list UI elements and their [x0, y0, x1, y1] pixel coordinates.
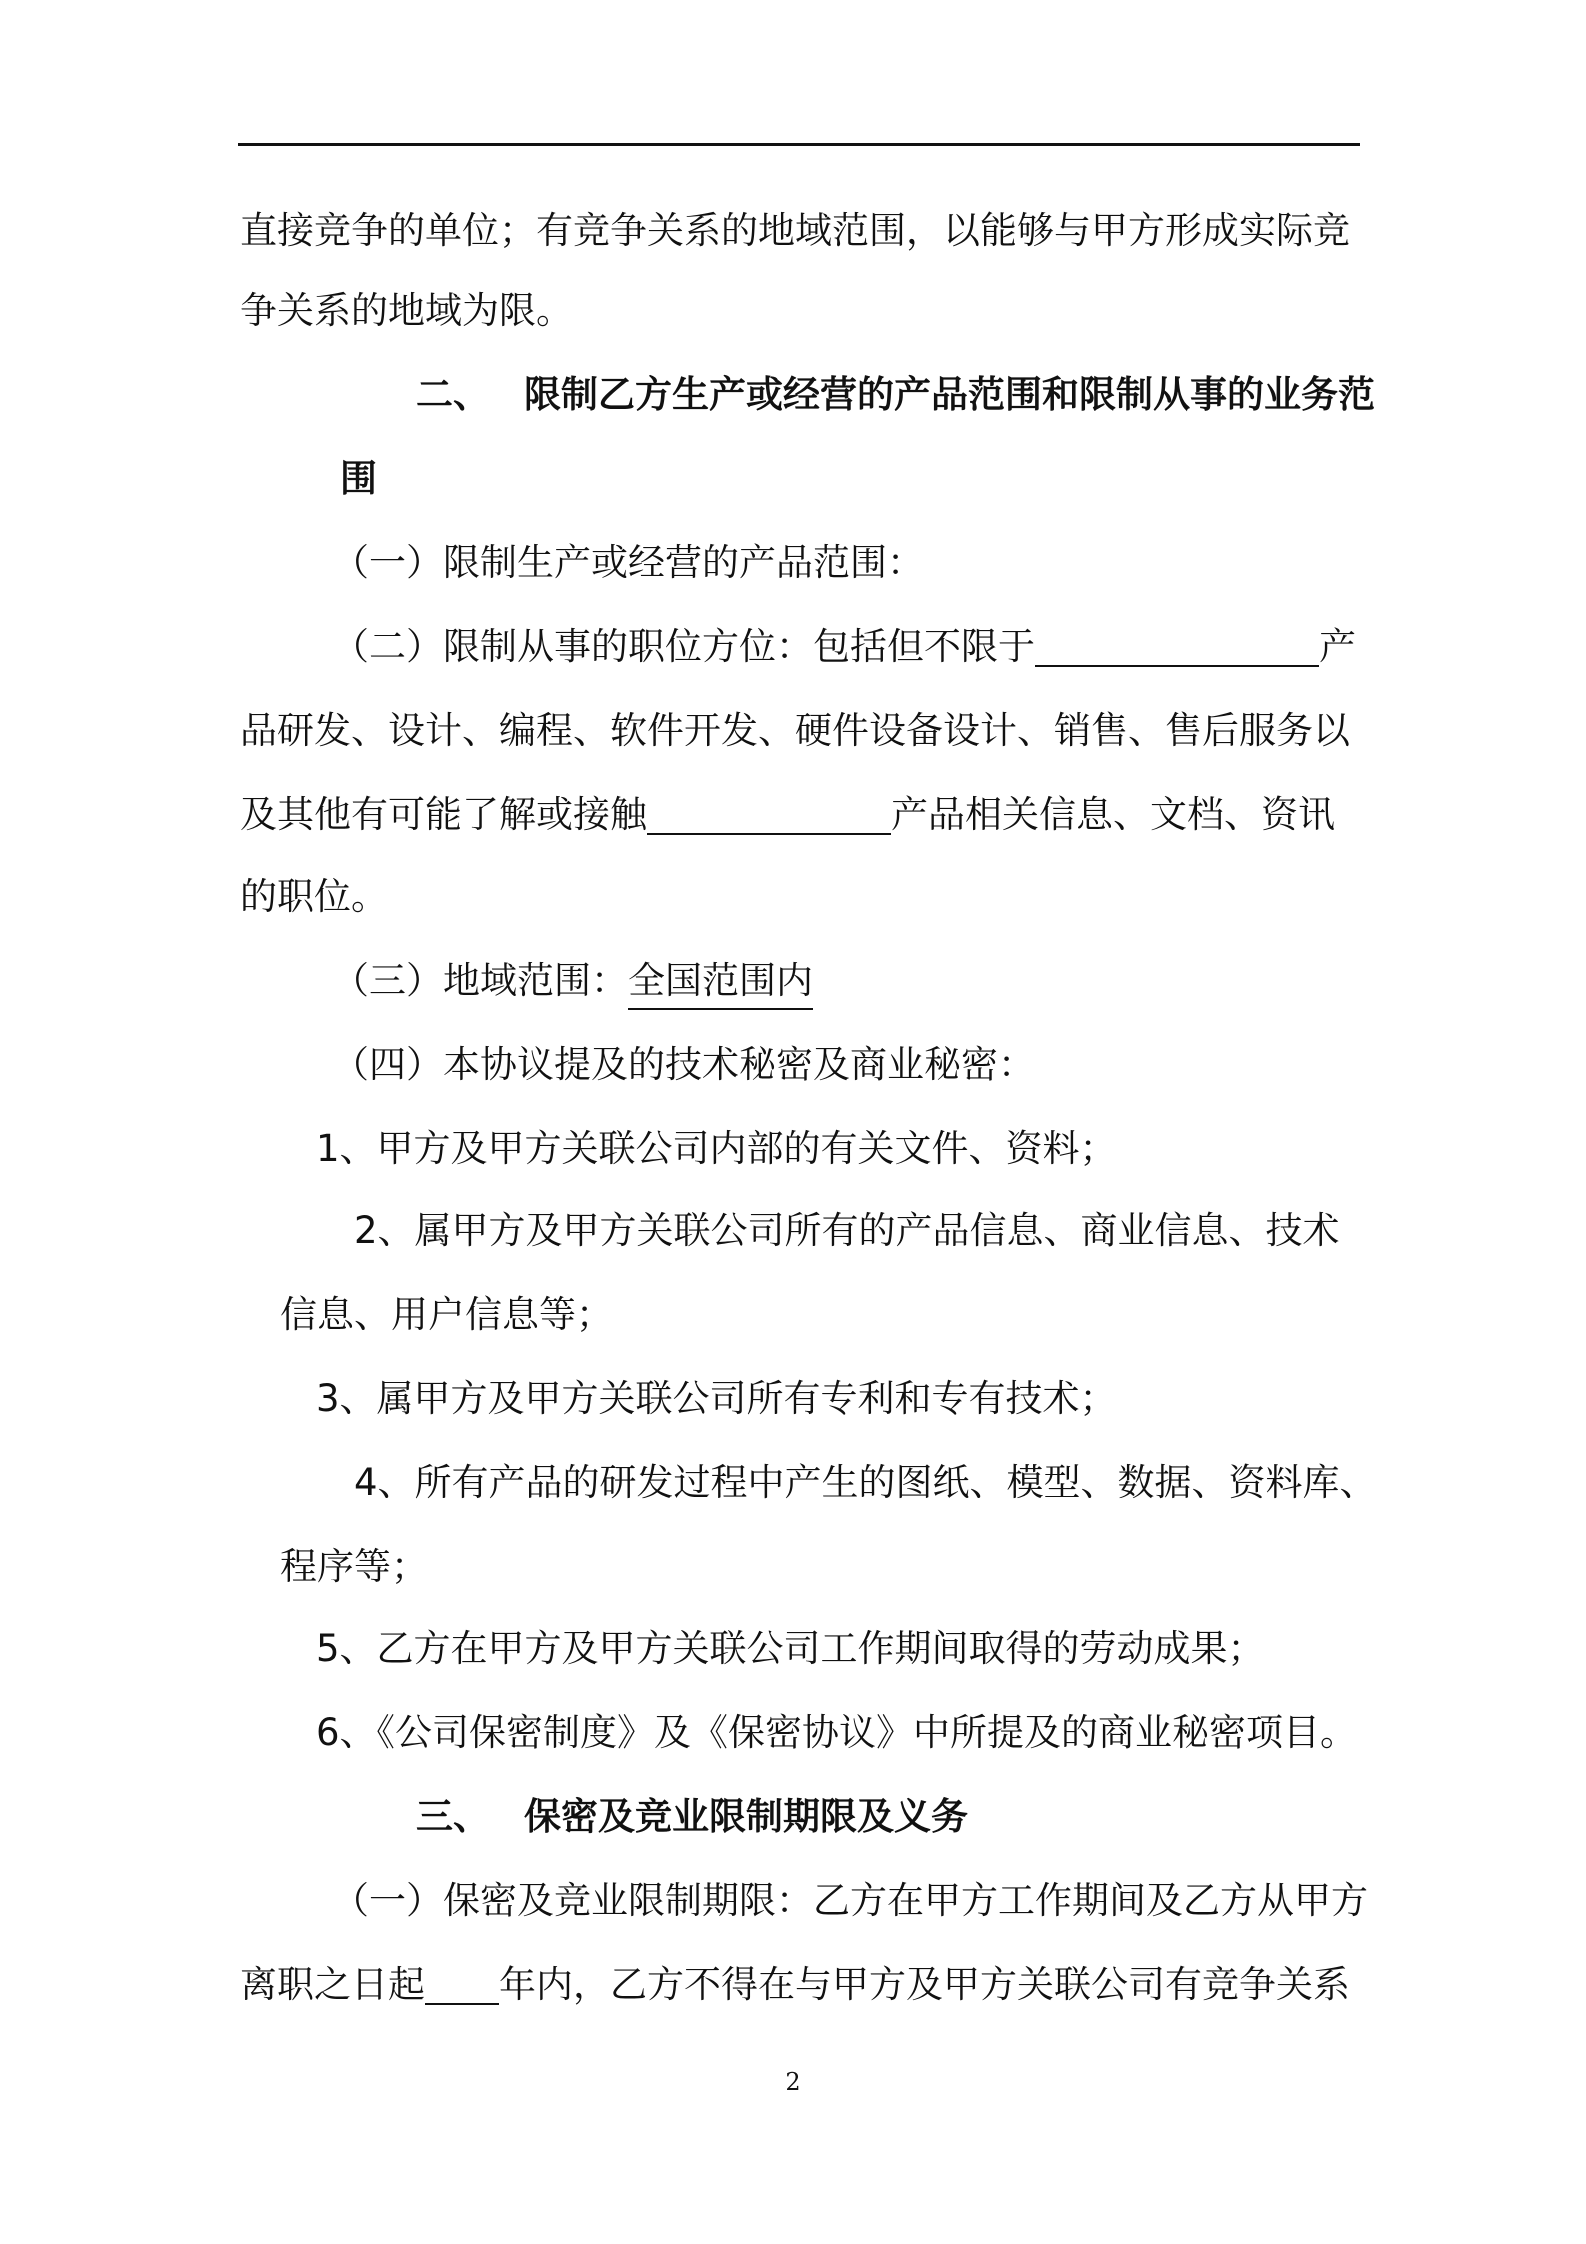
fill-blank: [1035, 625, 1319, 667]
clause-item: [332, 622, 1356, 672]
clause-text: 产: [1319, 625, 1356, 668]
list-item: 6、《公司保密制度》及《保密协议》中所提及的商业秘密项目。: [316, 1711, 1358, 1754]
section-heading: 保密及竞业限制期限及义务: [524, 1795, 968, 1838]
fill-blank: [425, 1963, 499, 2005]
clause-text: （三）地域范围：: [332, 959, 628, 1002]
list-item: 1、甲方及甲方关联公司内部的有关文件、资料；: [316, 1127, 1117, 1170]
clause-item: （四）本协议提及的技术秘密及商业秘密：: [332, 1043, 1035, 1086]
underlined-value: 全国范围内: [628, 959, 813, 1010]
paragraph-line: [240, 1960, 1350, 2010]
clause-text: 产品相关信息、文档、资讯: [891, 793, 1335, 836]
section-heading: 限制乙方生产或经营的产品范围和限制从事的业务范: [524, 373, 1375, 416]
list-item: 3、属甲方及甲方关联公司所有专利和专有技术；: [316, 1377, 1117, 1420]
list-item: 5、乙方在甲方及甲方关联公司工作期间取得的劳动成果；: [316, 1627, 1265, 1670]
page-number: 2: [785, 2068, 801, 2096]
paragraph-line: 品研发、设计、编程、软件开发、硬件设备设计、销售、售后服务以: [240, 709, 1350, 752]
clause-text: 离职之日起: [240, 1963, 425, 2006]
list-item-cont: 程序等；: [280, 1545, 428, 1588]
list-item: 2、属甲方及甲方关联公司所有的产品信息、商业信息、技术: [354, 1209, 1340, 1252]
paragraph-line: 争关系的地域为限。: [240, 289, 573, 332]
clause-text: 年内，乙方不得在与甲方及甲方关联公司有竞争关系: [499, 1963, 1350, 2006]
clause-text: （二）限制从事的职位方位：包括但不限于: [332, 625, 1035, 668]
clause-text: 及其他有可能了解或接触: [240, 793, 647, 836]
paragraph-line: 直接竞争的单位；有竞争关系的地域范围，以能够与甲方形成实际竞: [240, 209, 1350, 252]
list-item-cont: 信息、用户信息等；: [280, 1293, 613, 1336]
clause-item: （一）限制生产或经营的产品范围：: [332, 541, 924, 584]
header-rule: [238, 143, 1360, 146]
clause-item: （一）保密及竞业限制期限：乙方在甲方工作期间及乙方从甲方: [332, 1879, 1368, 1922]
paragraph-line: [240, 790, 1335, 840]
section-number: 二、: [416, 373, 490, 416]
list-item: 4、所有产品的研发过程中产生的图纸、模型、数据、资料库、: [354, 1461, 1377, 1504]
clause-item: [332, 956, 813, 1006]
fill-blank: [647, 793, 891, 835]
section-heading-cont: 围: [340, 457, 377, 500]
paragraph-line: 的职位。: [240, 875, 388, 918]
section-number: 三、: [416, 1795, 490, 1838]
